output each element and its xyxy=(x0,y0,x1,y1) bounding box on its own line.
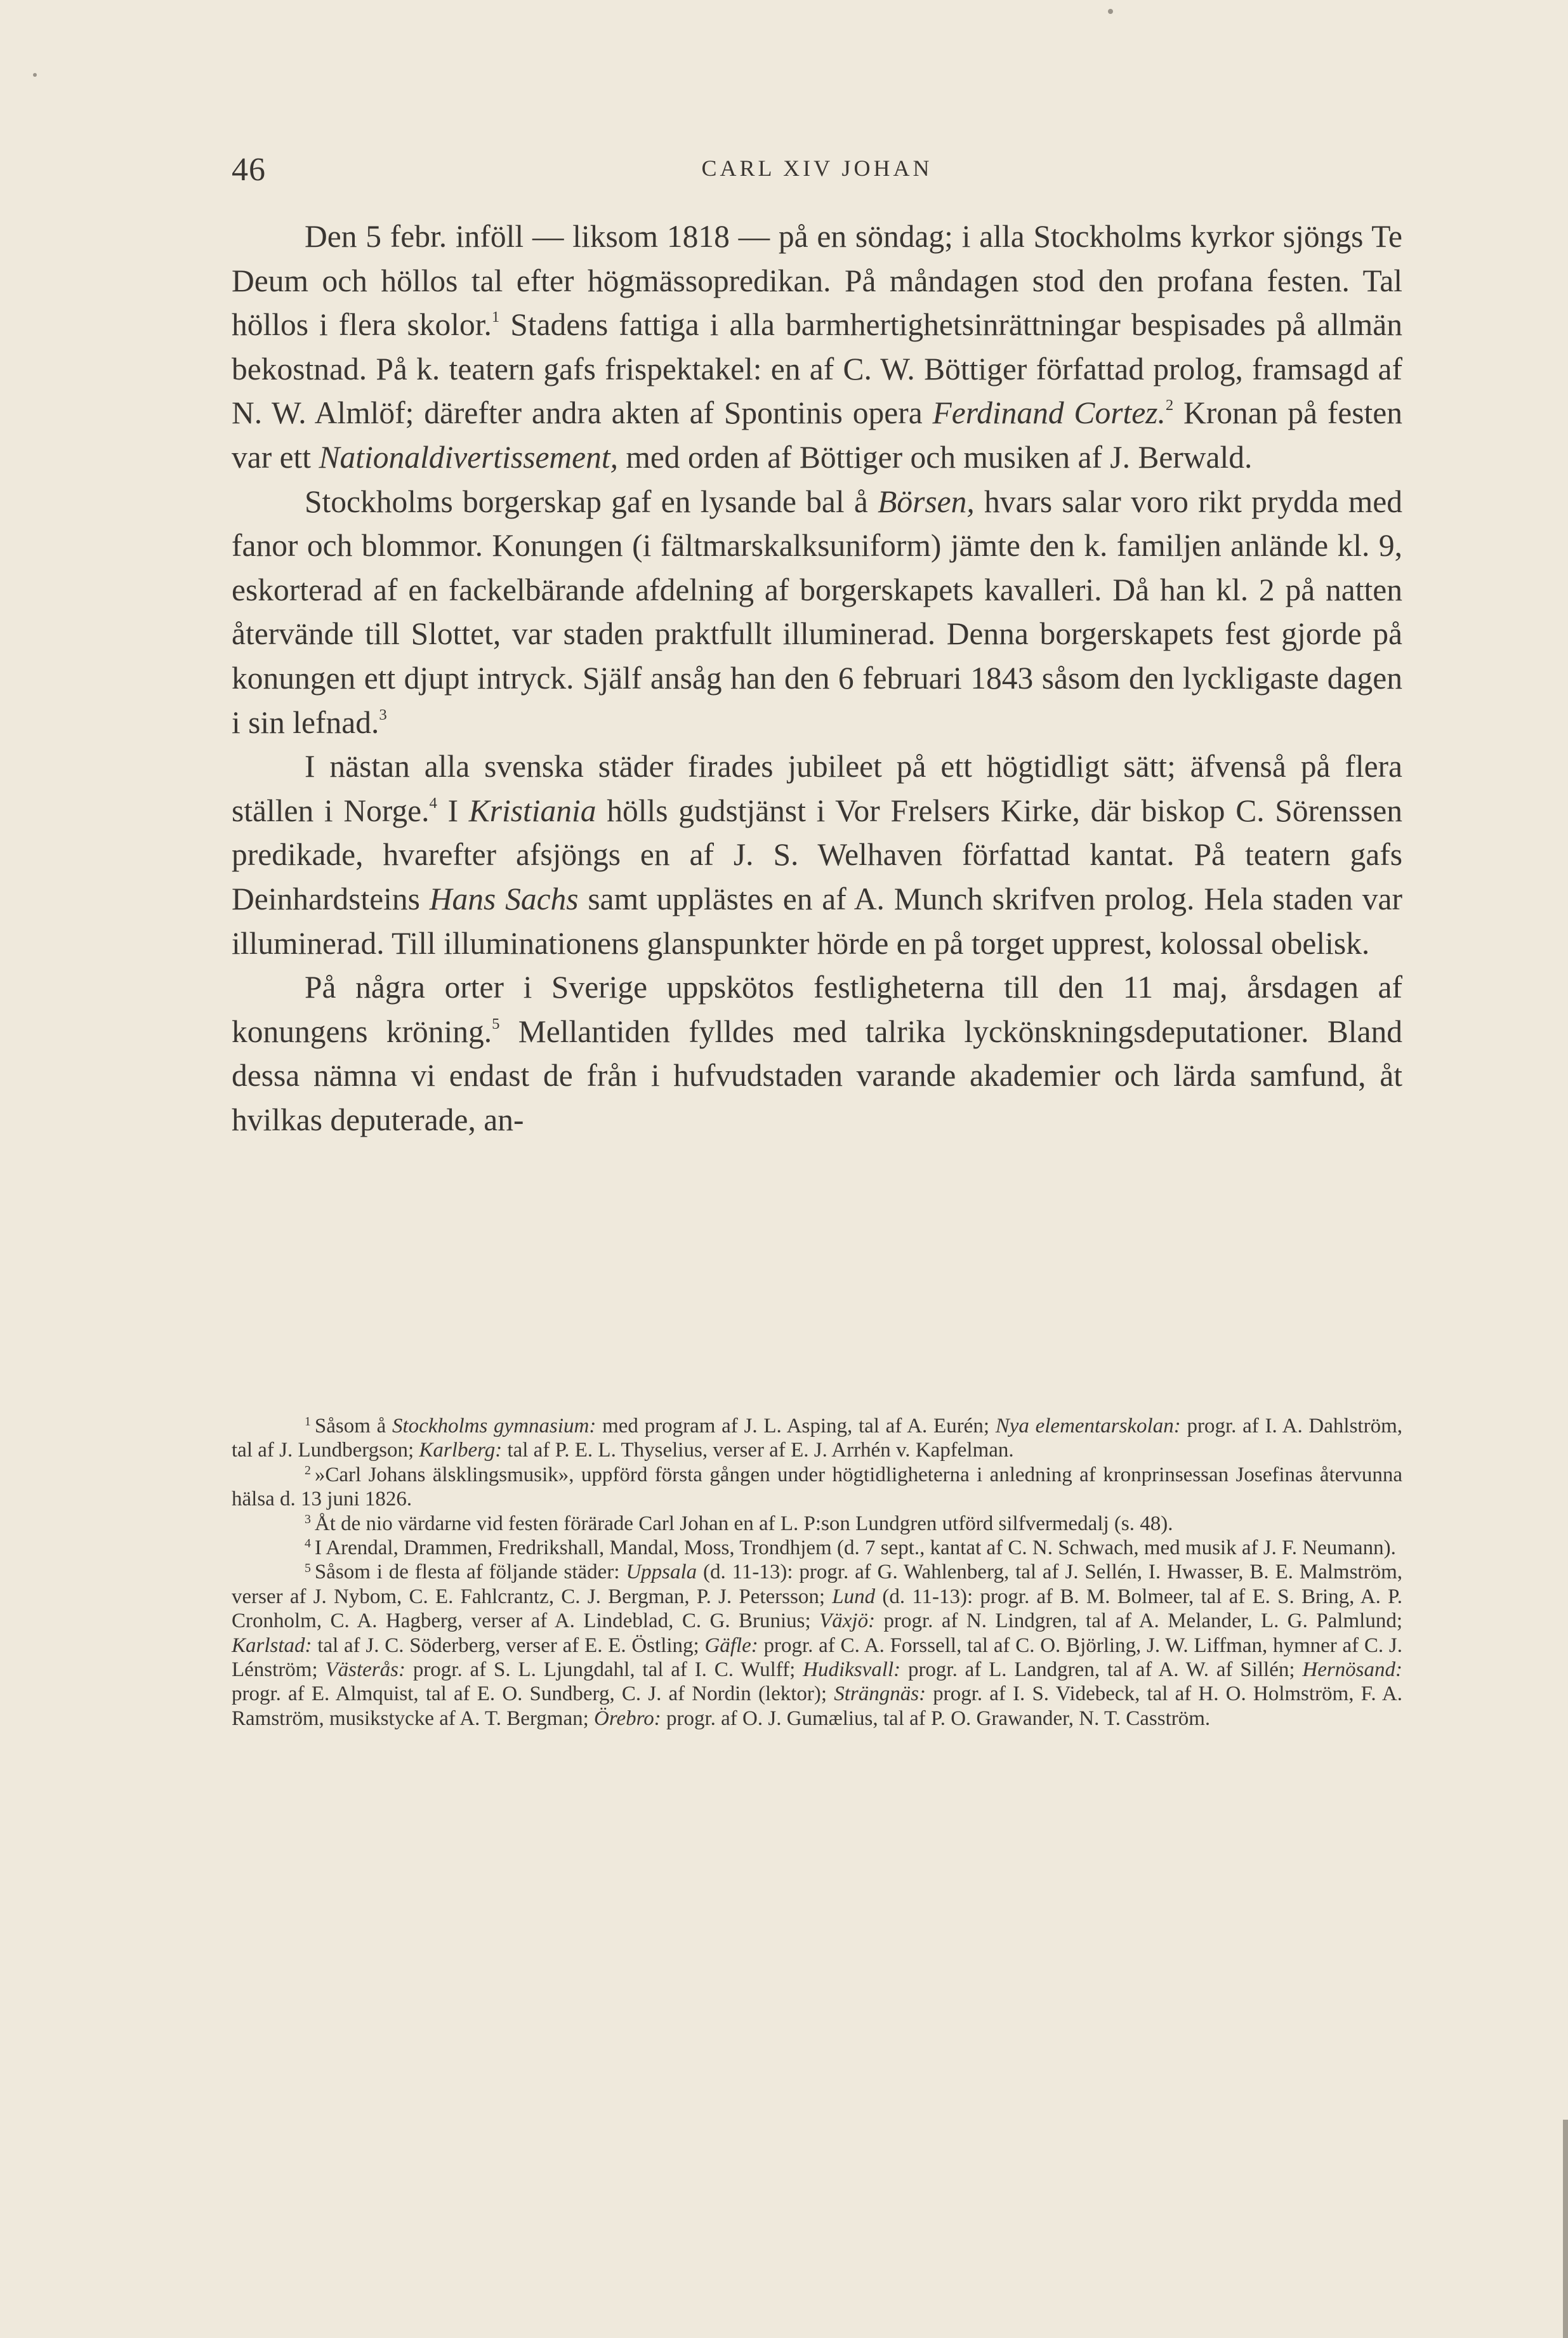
body-text xyxy=(232,215,1402,1142)
italic-text: Nya elementarskolan: xyxy=(995,1415,1181,1437)
text-run: progr. af N. Lindgren, tal af A. Melander, L. G. Palmlund; xyxy=(875,1609,1402,1633)
text-run: Såsom å xyxy=(314,1415,393,1437)
text-run: progr. af I. A. Dahlström, tal af J. Lundbergson; xyxy=(232,1415,1402,1462)
footnote-reference: 1 xyxy=(491,308,500,326)
italic-text: Örebro: xyxy=(594,1707,661,1730)
italic-text: Växjö: xyxy=(819,1609,876,1633)
italic-text: Karlberg: xyxy=(419,1439,503,1462)
italic-text: Karlstad: xyxy=(232,1634,312,1657)
body-paragraph xyxy=(232,744,1402,965)
italic-text: Västerås: xyxy=(325,1658,405,1682)
text-run: progr. af S. L. Ljungdahl, tal af I. C. Wulff; xyxy=(405,1658,803,1682)
text-run: med orden af Böttiger och musiken af J. Berwald. xyxy=(618,439,1253,475)
text-run: hvars salar voro rikt prydda med fanor och blommor. Konungen (i fältmarskalksuniform) jämte den k. familjen anlände kl. 9, eskorterad af en fackelbärande afdelning af borgerskapets kavalleri. Då han kl. 2 på natten återvände till Slottet, var staden praktfullt illuminerad. Denna borgerskapets fest gjorde på konungen ett djupt intryck. Själf ansåg han den 6 februari 1843 såsom den lyckligaste dagen i sin lefnad. xyxy=(232,484,1403,740)
text-run: Såsom i de flesta af följande städer: xyxy=(314,1561,626,1584)
footnote xyxy=(232,1536,1402,1560)
italic-text: Hudiksvall: xyxy=(803,1658,901,1682)
text-run: tal af J. C. Söderberg, verser af E. E. Östling; xyxy=(312,1634,705,1657)
text-run: samt upplästes en af A. Munch skrifven prolog. Hela staden var illuminerad. Till illuminationens glanspunkter hörde en på torget upprest, kolossal obelisk. xyxy=(232,881,1402,961)
footnote-number: 5 xyxy=(305,1561,311,1575)
text-run: Stadens fattiga i alla barmhertighetsinrättningar bespisades på allmän bekostnad. På k. teatern gafs frispektakel: en af C. W. Böttiger författad prolog, framsagd af N. W. Almlöf; därefter andra akten af Spontinis opera xyxy=(232,307,1402,431)
italic-text: Lund xyxy=(832,1585,876,1608)
italic-text: Nationaldivertissement, xyxy=(319,439,619,475)
text-run: Stockholms borgerskap gaf en lysande bal å xyxy=(305,484,878,519)
footnote-reference: 2 xyxy=(1165,397,1174,414)
footnote xyxy=(232,1560,1402,1731)
text-run: På några orter i Sverige uppskötos festligheterna till den 11 maj, årsdagen af konungens kröning. xyxy=(232,970,1402,1049)
text-run: (d. 11-13): progr. af G. Wahlenberg, tal af J. Sellén, I. Hwasser, B. E. Malmström, verser af J. Nybom, C. E. Fahlcrantz, C. J. Bergman, P. J. Petersson; xyxy=(232,1561,1403,1608)
text-run: Mellantiden fylldes med talrika lyckönskningsdeputationer. Bland dessa nämna vi endast de från i hufvudstaden varande akademier och lärda samfund, åt hvilkas deputerade, an- xyxy=(232,1014,1402,1137)
footnote-number: 3 xyxy=(305,1512,311,1526)
footnote xyxy=(232,1463,1402,1512)
running-title: CARL XIV JOHAN xyxy=(701,155,933,181)
body-paragraph xyxy=(232,965,1402,1142)
footnote-number: 1 xyxy=(305,1415,311,1429)
text-run: progr. af O. J. Gumælius, tal af P. O. Grawander, N. T. Casström. xyxy=(661,1707,1211,1730)
text-run: progr. af L. Landgren, tal af A. W. af Sillén; xyxy=(900,1658,1303,1682)
footnote xyxy=(232,1414,1402,1463)
italic-text: Hernösand: xyxy=(1302,1658,1403,1682)
italic-text: Stockholms gymnasium: xyxy=(392,1415,596,1437)
print-speck xyxy=(33,73,37,77)
footnote-reference: 3 xyxy=(379,706,387,723)
text-run: »Carl Johans älsklingsmusik», uppförd första gången under högtidligheterna i anledning af kronprinsessan Josefinas återvunna hälsa d. 13 juni 1826. xyxy=(232,1463,1402,1511)
body-paragraph xyxy=(232,480,1402,745)
text-run: I xyxy=(437,793,469,828)
text-run: tal af P. E. L. Thyselius, verser af E. J. Arrhén v. Kapfelman. xyxy=(502,1439,1014,1462)
page-header xyxy=(232,151,1402,195)
footnote-reference: 5 xyxy=(492,1015,500,1033)
text-run: Kronan på festen var ett xyxy=(232,395,1402,475)
text-run: progr. af I. S. Videbeck, tal af H. O. Holmström, F. A. Ramström, musikstycke af A. T. Bergman; xyxy=(232,1682,1402,1730)
page-edge-shadow xyxy=(1563,2120,1568,2338)
italic-text: Börsen, xyxy=(878,484,975,519)
italic-text: Kristiania xyxy=(468,793,596,828)
text-run: I nästan alla svenska städer firades jubileet på ett högtidligt sätt; äfvenså på flera ställen i Norge. xyxy=(232,749,1402,828)
italic-text: Gäfle: xyxy=(704,1634,758,1657)
italic-text: Uppsala xyxy=(626,1561,697,1584)
text-run: progr. af E. Almquist, tal af E. O. Sundberg, C. J. af Nordin (lektor); xyxy=(232,1682,834,1706)
italic-text: Hans Sachs xyxy=(429,881,579,916)
page-number: 46 xyxy=(232,152,266,188)
body-paragraph xyxy=(232,215,1402,480)
footnote-reference: 4 xyxy=(429,794,437,812)
text-run: med program af J. L. Asping, tal af A. Eurén; xyxy=(596,1415,996,1437)
footnote-number: 4 xyxy=(305,1536,311,1551)
text-run: (d. 11-13): progr. af B. M. Bolmeer, tal af E. S. Bring, A. P. Cronholm, C. A. Hagberg, verser af A. Lindeblad, C. G. Brunius; xyxy=(232,1585,1402,1633)
text-run: hölls gudstjänst i Vor Frelsers Kirke, där biskop C. Sörenssen predikade, hvarefter afsjöngs en af J. S. Welhaven författad kantat. På teatern gafs Deinhardsteins xyxy=(232,793,1403,916)
text-run: I Arendal, Drammen, Fredrikshall, Mandal, Moss, Trondhjem (d. 7 sept., kantat af C. N. Schwach, med musik af J. F. Neumann). xyxy=(314,1536,1396,1560)
italic-text: Ferdinand Cortez. xyxy=(932,395,1166,431)
text-run: Den 5 febr. inföll — liksom 1818 — på en söndag; i alla Stockholms kyrkor sjöngs Te Deum och höllos tal efter högmässopredikan. På måndagen stod den profana festen. Tal höllos i flera skolor. xyxy=(232,219,1402,343)
print-speck xyxy=(1108,9,1113,14)
footnotes xyxy=(232,1414,1402,1731)
text-run: Åt de nio värdarne vid festen förärade Carl Johan en af L. P:son Lundgren utförd silfvermedalj (s. 48). xyxy=(314,1512,1173,1535)
italic-text: Strängnäs: xyxy=(834,1682,926,1706)
footnote xyxy=(232,1512,1402,1536)
text-run: progr. af C. A. Forssell, tal af C. O. Björling, J. W. Liffman, hymner af C. J. Lénström; xyxy=(232,1634,1402,1682)
footnote-number: 2 xyxy=(305,1463,311,1477)
